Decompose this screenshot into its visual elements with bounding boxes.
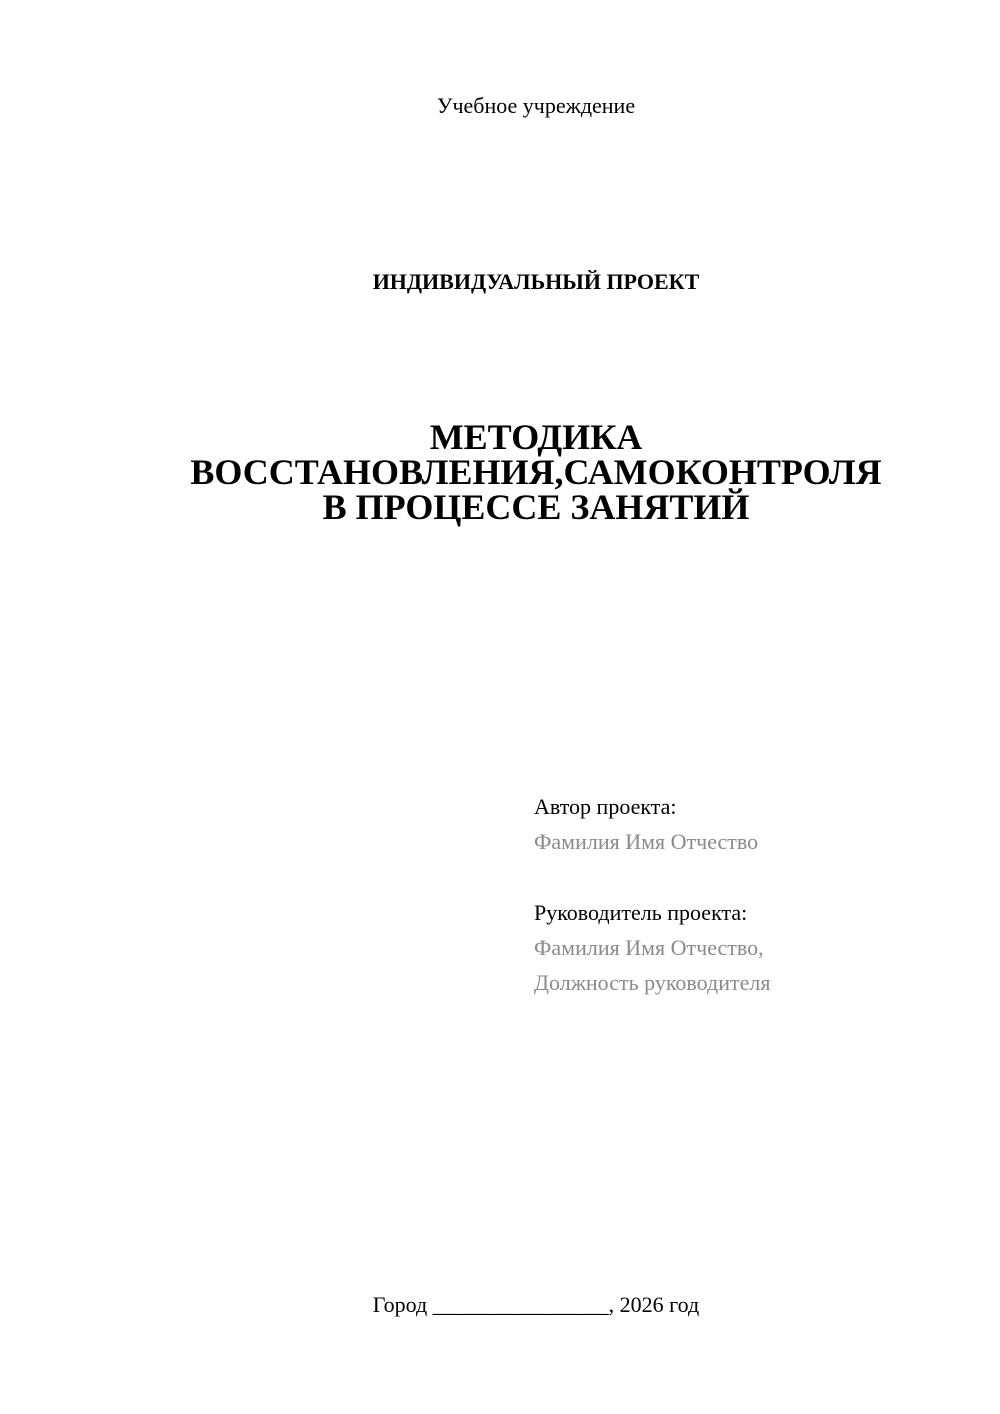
project-title: [0, 417, 1000, 527]
title-line-3: В ПРОЦЕССЕ ЗАНЯТИЙ: [322, 487, 750, 527]
document-type: ИНДИВИДУАЛЬНЫЙ ПРОЕКТ: [372, 269, 700, 294]
city-label: Город: [372, 1292, 428, 1317]
year-text: , 2026 год: [608, 1292, 700, 1317]
title-line-1: МЕТОДИКА: [429, 417, 643, 457]
supervisor-position-placeholder: Должность руководителя: [534, 970, 771, 995]
supervisor-name-placeholder: Фамилия Имя Отчество,: [534, 935, 764, 960]
spacer: [534, 859, 954, 895]
author-label: Автор проекта:: [534, 794, 677, 819]
author-info-block: [534, 789, 954, 1000]
author-name-placeholder: Фамилия Имя Отчество: [534, 829, 759, 854]
city-blank: ________________: [432, 1292, 609, 1317]
supervisor-label: Руководитель проекта:: [534, 900, 748, 925]
city-year-line: [0, 1291, 1000, 1319]
institution-name: Учебное учреждение: [436, 93, 636, 118]
title-line-2: ВОССТАНОВЛЕНИЯ,САМОКОНТРОЛЯ: [190, 452, 882, 492]
